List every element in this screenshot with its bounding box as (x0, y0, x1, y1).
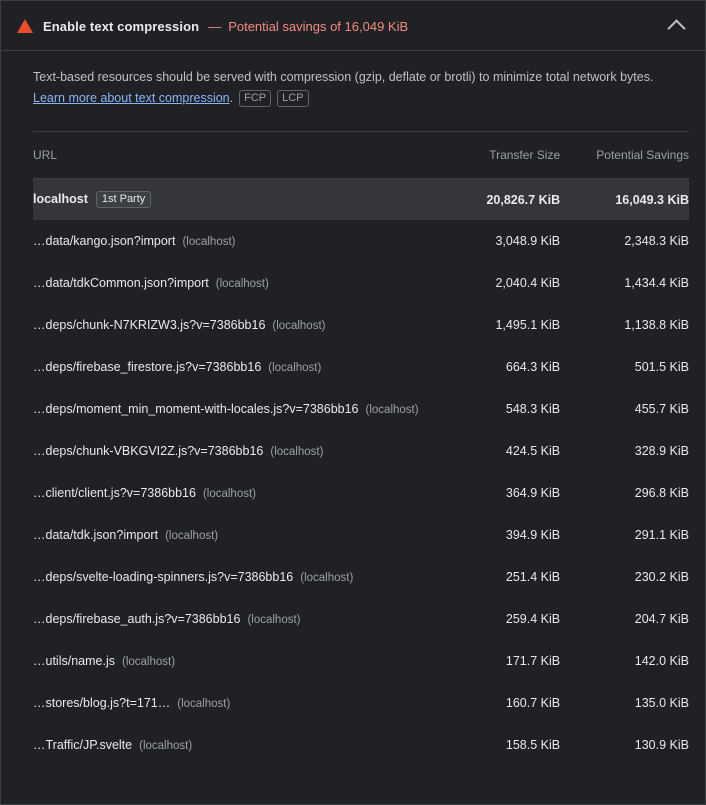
audit-description-period: . (229, 91, 234, 105)
row-host: (localhost) (300, 572, 354, 584)
row-transfer-size: 259.4 KiB (505, 612, 561, 626)
table-row[interactable] (33, 514, 689, 556)
table-row[interactable] (33, 388, 689, 430)
summary-host: localhost (33, 192, 88, 206)
table-row[interactable] (33, 640, 689, 682)
row-transfer-size: 3,048.9 KiB (495, 234, 561, 248)
row-url[interactable]: …data/kango.json?import (33, 234, 176, 248)
opportunity-table-wrapper (33, 131, 689, 804)
audit-description (1, 51, 705, 109)
first-party-chip: 1st Party (96, 191, 151, 208)
row-url[interactable]: …deps/chunk-VBKGVI2Z.js?v=7386bb16 (33, 444, 264, 458)
row-transfer-size: 548.3 KiB (505, 402, 561, 416)
table-row[interactable] (33, 598, 689, 640)
row-transfer-size: 394.9 KiB (505, 528, 561, 542)
row-potential-savings: 2,348.3 KiB (624, 234, 689, 248)
row-host: (localhost) (365, 404, 419, 416)
row-url-cell (33, 556, 420, 598)
row-transfer-size: 171.7 KiB (505, 654, 561, 668)
row-url-cell (33, 346, 420, 388)
column-header-potential-savings[interactable]: Potential Savings (560, 132, 689, 179)
row-host: (localhost) (247, 614, 301, 626)
table-summary-row (33, 179, 689, 221)
row-potential-savings: 328.9 KiB (634, 444, 689, 458)
table-row[interactable] (33, 682, 689, 724)
summary-url-cell (33, 179, 420, 221)
metric-chip-lcp: LCP (277, 90, 308, 107)
row-host: (localhost) (270, 446, 324, 458)
row-url[interactable]: …stores/blog.js?t=171… (33, 696, 171, 710)
row-url[interactable]: …data/tdk.json?import (33, 528, 159, 542)
audit-separator: — (208, 18, 222, 34)
column-header-transfer-size[interactable]: Transfer Size (420, 132, 561, 179)
row-url-cell (33, 472, 420, 514)
row-url[interactable]: …data/tdkCommon.json?import (33, 276, 209, 290)
row-host: (localhost) (268, 362, 322, 374)
opportunity-table (33, 132, 689, 766)
row-host: (localhost) (165, 530, 219, 542)
summary-transfer-size: 20,826.7 KiB (486, 192, 561, 207)
column-header-url[interactable]: URL (33, 132, 420, 179)
row-potential-savings: 142.0 KiB (634, 654, 689, 668)
row-url-cell (33, 640, 420, 682)
row-url[interactable]: …utils/name.js (33, 654, 115, 668)
table-row[interactable] (33, 556, 689, 598)
metric-chip-fcp: FCP (239, 90, 271, 107)
row-potential-savings: 296.8 KiB (634, 486, 689, 500)
row-url[interactable]: …client/client.js?v=7386bb16 (33, 486, 196, 500)
row-url[interactable]: …Traffic/JP.svelte (33, 738, 133, 752)
row-url-cell (33, 682, 420, 724)
row-transfer-size: 1,495.1 KiB (495, 318, 561, 332)
row-url-cell (33, 724, 420, 766)
row-url-cell (33, 220, 420, 262)
row-url[interactable]: …deps/svelte-loading-spinners.js?v=7386bb16 (33, 570, 294, 584)
row-transfer-size: 158.5 KiB (505, 738, 561, 752)
table-row[interactable] (33, 262, 689, 304)
row-url[interactable]: …deps/firebase_firestore.js?v=7386bb16 (33, 360, 262, 374)
row-transfer-size: 160.7 KiB (505, 696, 561, 710)
table-row[interactable] (33, 430, 689, 472)
row-host: (localhost) (177, 698, 231, 710)
table-row[interactable] (33, 472, 689, 514)
audit-title: Enable text compression (43, 18, 200, 34)
table-row[interactable] (33, 346, 689, 388)
table-body (33, 179, 689, 767)
row-url-cell (33, 430, 420, 472)
learn-more-link[interactable]: Learn more about text compression (33, 91, 230, 105)
row-transfer-size: 2,040.4 KiB (495, 276, 561, 290)
chevron-up-icon[interactable] (667, 19, 685, 37)
row-potential-savings: 130.9 KiB (634, 738, 689, 752)
row-potential-savings: 230.2 KiB (634, 570, 689, 584)
row-url[interactable]: …deps/firebase_auth.js?v=7386bb16 (33, 612, 241, 626)
row-transfer-size: 424.5 KiB (505, 444, 561, 458)
row-potential-savings: 455.7 KiB (634, 402, 689, 416)
row-transfer-size: 251.4 KiB (505, 570, 561, 584)
row-transfer-size: 364.9 KiB (505, 486, 561, 500)
row-host: (localhost) (121, 656, 176, 668)
warning-triangle-icon (17, 19, 33, 33)
row-url[interactable]: …deps/moment_min_moment-with-locales.js?v=7386bb16 (33, 402, 359, 416)
row-potential-savings: 1,138.8 KiB (624, 318, 689, 332)
audit-savings-label: Potential savings of 16,049 KiB (228, 18, 409, 34)
table-head (33, 132, 689, 179)
row-url-cell (33, 388, 420, 430)
row-potential-savings: 1,434.4 KiB (624, 276, 689, 290)
row-url-cell (33, 304, 420, 346)
row-host: (localhost) (182, 236, 236, 248)
row-host: (localhost) (272, 320, 326, 332)
row-potential-savings: 204.7 KiB (634, 612, 689, 626)
table-header-row (33, 132, 689, 179)
row-url[interactable]: …deps/chunk-N7KRIZW3.js?v=7386bb16 (33, 318, 266, 332)
row-potential-savings: 291.1 KiB (634, 528, 689, 542)
table-row[interactable] (33, 304, 689, 346)
row-potential-savings: 501.5 KiB (634, 360, 689, 374)
table-row[interactable] (33, 220, 689, 262)
audit-header[interactable] (1, 1, 705, 51)
row-host: (localhost) (215, 278, 269, 290)
row-host: (localhost) (139, 740, 193, 752)
table-row[interactable] (33, 724, 689, 766)
row-host: (localhost) (202, 488, 257, 500)
audit-description-text: Text-based resources should be served with compression (gzip, deflate or brotli) to minimize total network bytes. (33, 70, 654, 84)
row-url-cell (33, 598, 420, 640)
summary-potential-savings: 16,049.3 KiB (615, 192, 689, 207)
row-url-cell (33, 514, 420, 556)
row-potential-savings: 135.0 KiB (634, 696, 689, 710)
row-transfer-size: 664.3 KiB (505, 360, 561, 374)
row-url-cell (33, 262, 420, 304)
